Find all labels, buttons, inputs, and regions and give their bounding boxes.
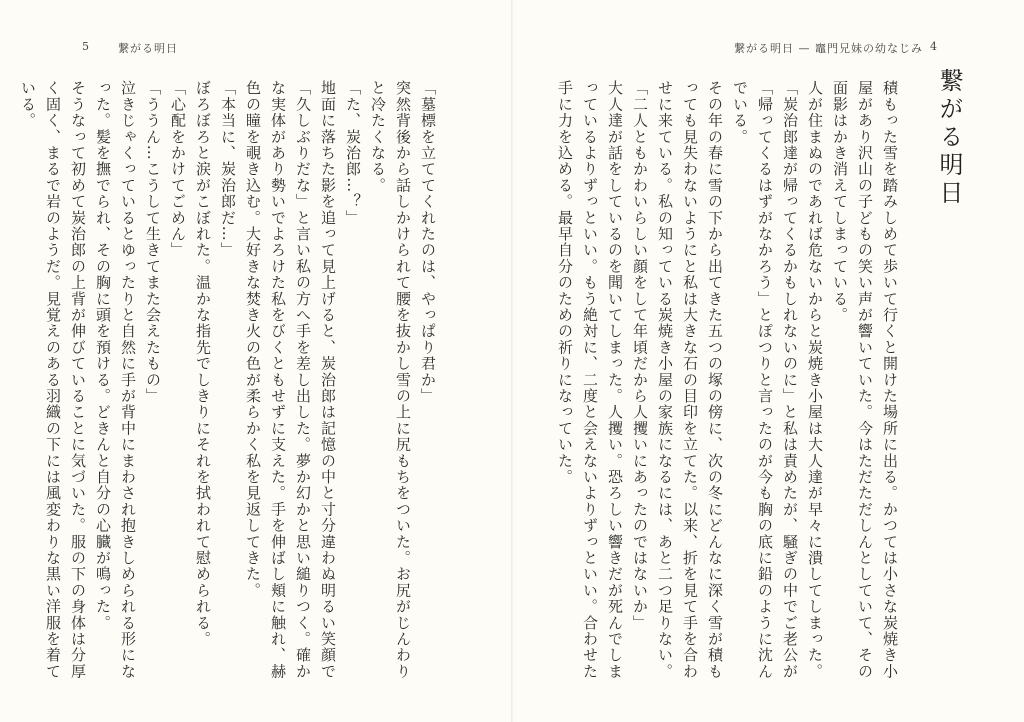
left-paragraph: 「ううん…こうして生きてまた会えたもの」	[144, 80, 162, 404]
left-paragraph: 泣きじゃくっているとゆったりと自然に手が背中にまわされ抱きしめられる形になった。髪を撫でられ、その胸に頭を預ける。どきんと自分の心臓が鳴った。	[94, 80, 137, 680]
chapter-title: 繋がる明日	[935, 68, 963, 208]
right-page	[512, 0, 1024, 722]
left-page-body	[19, 80, 440, 680]
right-page-number: 4	[930, 40, 938, 53]
left-paragraph: 「心配をかけてごめん」	[169, 80, 187, 259]
left-running-title: 繋がる明日	[118, 42, 178, 55]
left-paragraph: 「た、炭治郎…？」	[344, 80, 362, 226]
right-paragraph: 積もった雪を踏みしめて歩いて行くと開けた場所に出る。かつては小さな炭焼き小屋があり沢山の子どもの笑い声が響いていた。今はただただしんとしていて、その面影はかき消えてしまっている。	[831, 80, 899, 680]
left-paragraph: 「本当に、炭治郎だ…」	[219, 80, 237, 259]
left-paragraph: 「墓標を立ててくれたのは、やっぱり君か」	[419, 80, 437, 404]
left-page-number: 5	[82, 40, 90, 53]
left-paragraph: そうなって初めて炭治郎の上背が伸びていることに気づいた。服の下の身体は分厚く固く、まるで岩のようだ。見覚えのある羽織の下には風変わりな黒い洋服を着ている。	[19, 80, 87, 680]
right-paragraph: 「二人ともかわいらしい顔をして年頃だから人攫いにあったのではないか」	[631, 80, 649, 631]
left-paragraph: ぼろぼろと涙がこぼれた。温かな指先でしきりにそれを拭われて慰められる。	[194, 80, 212, 647]
right-paragraph: その年の春に雪の下から出てきた五つの塚の傍に、次の冬にどんなに深く雪が積もっても見失わないようにと私は大きな石の目印を立てた。以来、折を見て手を合わせに来ている。私の知っている炭焼き小屋の家族になるには、あと二つ足りない。	[656, 80, 724, 680]
right-running-title: 繋がる明日 — 竈門兄妹の幼なじみ	[734, 42, 923, 55]
right-paragraph: 大人達が話をしているのを聞いてしまった。人攫い。恐ろしい響きだが死んでしまっているよりずっといい。もう絶対に、二度と会えないよりずっといい。合わせた手に力を込める。最早自分のための祈りになっていた。	[556, 80, 624, 680]
right-paragraph: 人が住まぬのであれば危ないからと炭焼き小屋は大人達が早々に潰してしまった。「炭治郎達が帰ってくるかもしれないのに」と私は責めたが、騒ぎの中でご老公が「帰ってくるはずがなかろう」とぽつりと言ったのが今も胸の底に鉛のように沈んでいる。	[731, 80, 824, 680]
left-paragraph: 突然背後から話しかけられて腰を抜かし雪の上に尻もちをついた。お尻がじんわりと冷たくなる。	[369, 80, 412, 680]
left-paragraph: 地面に落ちた影を追って見上げると、炭治郎は記憶の中と寸分違わぬ明るい笑顔で「久しぶりだな」と言い私の方へ手を差し出した。夢か幻かと思い縋りつく。確かな実体があり勢いでよろけた私をびくともせずに支えた。手を伸ばし頬に触れ、赫色の瞳を覗き込む。大好きな焚き火の色が柔らかく私を見返してきた。	[244, 80, 337, 680]
right-page-body	[556, 80, 902, 680]
